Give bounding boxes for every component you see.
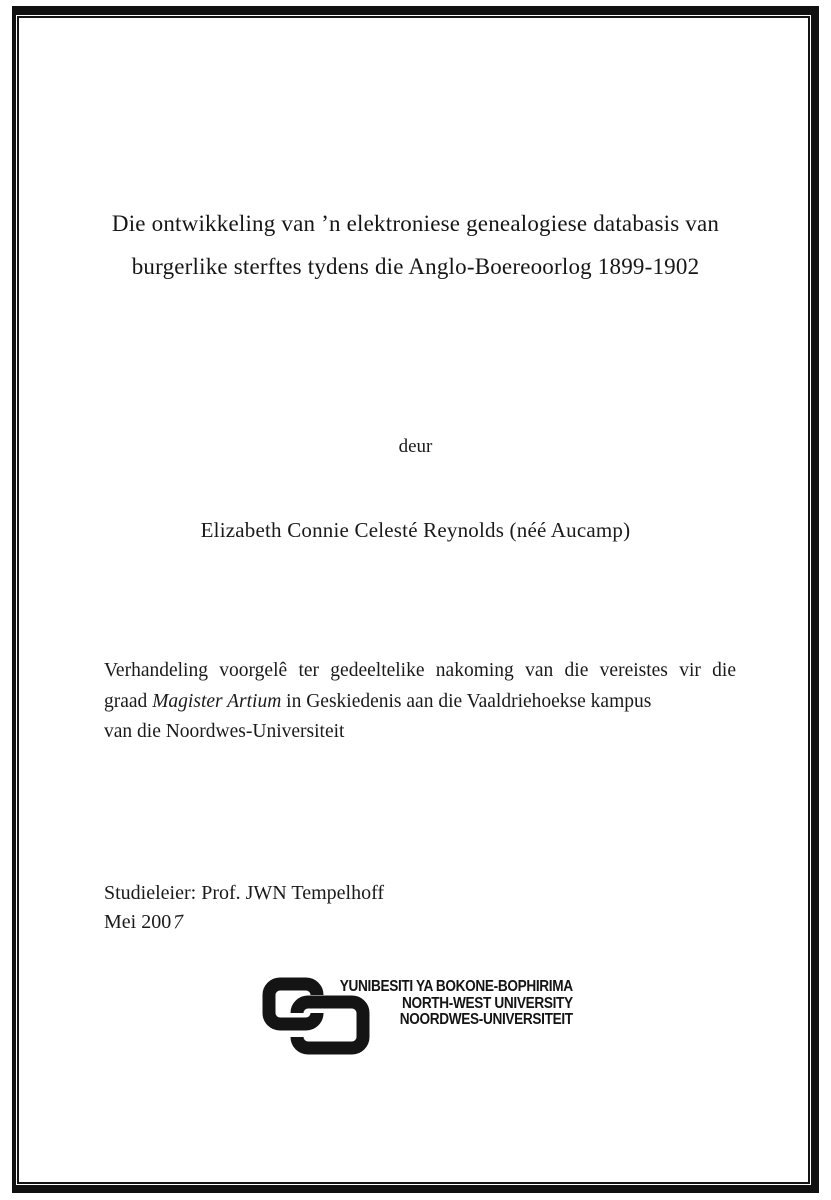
- submission-line-3: van die Noordwes-Universiteit: [104, 721, 345, 742]
- submission-line-2-prefix: graad: [104, 690, 153, 712]
- submission-line-2: [104, 687, 736, 718]
- supervisor-line: Studieleier: Prof. JWN Tempelhoff: [104, 882, 385, 904]
- submission-statement: [104, 656, 736, 748]
- nwu-logo-wordmark: [340, 979, 573, 1029]
- degree-name: Magister Artium: [152, 690, 282, 712]
- thesis-title-line-2: burgerlike sterftes tydens die Anglo-Boereoorlog 1899-1902: [131, 254, 700, 279]
- date-final-digit: 7: [171, 910, 186, 934]
- byline-label: deur: [398, 436, 433, 457]
- logo-line-setswana: YUNIBESITI YA BOKONE-BOPHIRIMA: [340, 978, 573, 995]
- logo-line-english: NORTH-WEST UNIVERSITY: [402, 994, 573, 1012]
- supervisor-block: [104, 879, 384, 937]
- date-prefix: Mei 200: [104, 911, 172, 933]
- nwu-logo: [261, 976, 573, 1060]
- thesis-title: [0, 202, 831, 288]
- submission-line-1: Verhandeling voorgelê ter gedeeltelike nakoming van die vereistes vir die: [104, 660, 736, 681]
- date-line: [104, 908, 384, 937]
- logo-line-afrikaans: NOORDWES-UNIVERSITEIT: [400, 1011, 573, 1028]
- submission-line-2-suffix: in Geskiedenis aan die Vaaldriehoekse kampus: [281, 690, 652, 712]
- thesis-title-line-1: Die ontwikkeling van ’n elektroniese genealogiese databasis van: [111, 211, 720, 236]
- author-name: Elizabeth Connie Celesté Reynolds (néé Aucamp): [200, 518, 631, 542]
